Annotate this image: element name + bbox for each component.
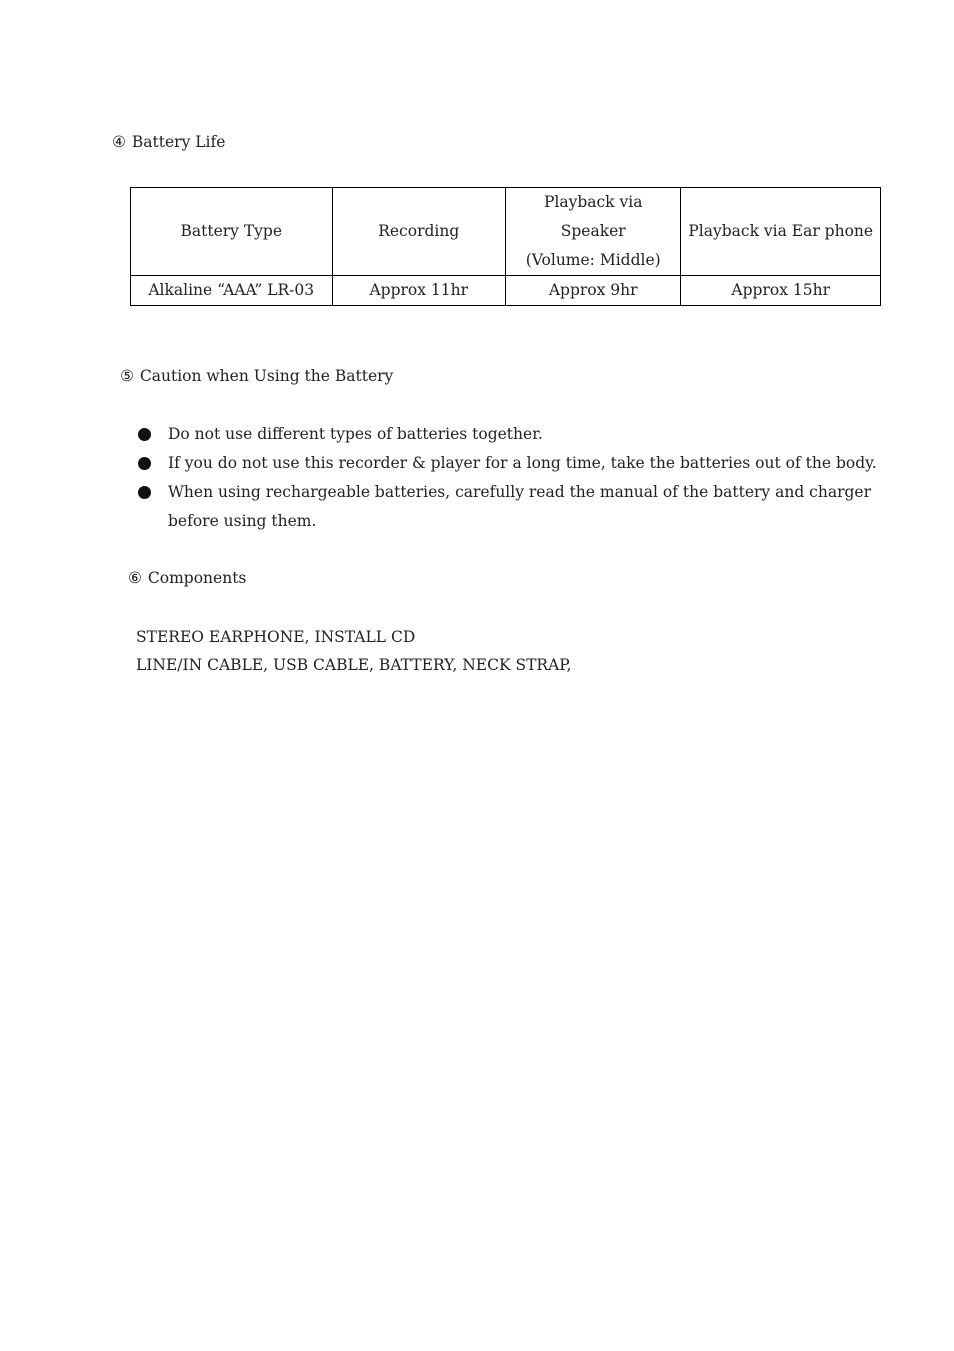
battery-life-heading — [112, 133, 225, 151]
list-item-text: When using rechargeable batteries, carefully read the manual of the battery and charger before using them. — [168, 483, 871, 530]
header-speaker-line: (Volume: Middle) — [525, 251, 661, 269]
caution-list — [137, 420, 897, 536]
cell-playback-speaker: Approx 9hr — [505, 276, 680, 306]
section-title: Components — [147, 569, 247, 587]
cell-playback-earphone: Approx 15hr — [681, 276, 881, 306]
list-item-text: Do not use different types of batteries together. — [168, 425, 543, 443]
header-recording: Recording — [332, 188, 505, 276]
bullet-icon — [138, 428, 151, 441]
caution-heading — [120, 367, 393, 385]
header-battery-type: Battery Type — [131, 188, 333, 276]
components-list — [136, 623, 572, 679]
header-playback-speaker — [505, 188, 680, 276]
section-number: ⑤ — [120, 367, 134, 385]
components-line: STEREO EARPHONE, INSTALL CD — [136, 628, 416, 646]
section-number: ④ — [112, 133, 126, 151]
bullet-icon — [138, 486, 151, 499]
list-item — [137, 478, 897, 536]
cell-recording: Approx 11hr — [332, 276, 505, 306]
list-item — [137, 449, 897, 478]
header-speaker-line: Speaker — [560, 222, 626, 240]
list-item-text: If you do not use this recorder & player for a long time, take the batteries out of the body. — [168, 454, 877, 472]
header-playback-earphone: Playback via Ear phone — [681, 188, 881, 276]
components-line: LINE/IN CABLE, USB CABLE, BATTERY, NECK STRAP, — [136, 656, 572, 674]
battery-life-table — [130, 187, 881, 306]
section-title: Battery Life — [131, 133, 226, 151]
table-row — [131, 276, 881, 306]
bullet-icon — [138, 457, 151, 470]
section-number: ⑥ — [128, 569, 142, 587]
components-heading — [128, 569, 246, 587]
header-speaker-line: Playback via — [543, 193, 643, 211]
section-title: Caution when Using the Battery — [139, 367, 394, 385]
table-header-row — [131, 188, 881, 276]
cell-battery-type: Alkaline “AAA” LR-03 — [131, 276, 333, 306]
list-item — [137, 420, 897, 449]
